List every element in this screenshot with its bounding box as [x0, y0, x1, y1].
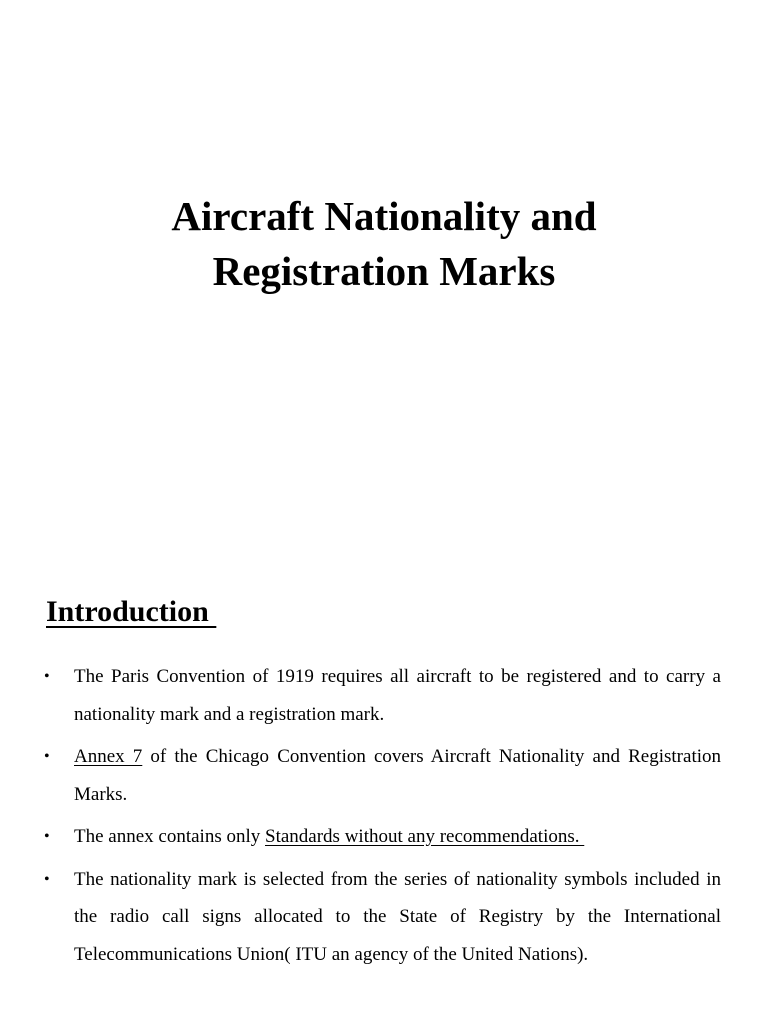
- document-title: [0, 189, 768, 299]
- bullet-text: of the Chicago Convention covers Aircraft Nationality and Registration Marks.: [74, 746, 721, 805]
- bullet-dot-icon: •: [44, 828, 50, 845]
- bullet-dot-icon: •: [44, 748, 50, 765]
- list-item: [0, 658, 721, 733]
- list-item: [0, 861, 721, 974]
- title-line-2: Registration Marks: [212, 248, 556, 294]
- list-item: [0, 738, 721, 813]
- list-item: [0, 818, 721, 856]
- bullet-dot-icon: •: [44, 870, 50, 888]
- bullet-text: The Paris Convention of 1919 requires all aircraft to be registered and to carry a nationality mark and a registration mark.: [74, 666, 721, 725]
- bullet-list: [0, 658, 768, 978]
- bullet-dot-icon: •: [44, 668, 50, 685]
- bullet-text: The nationality mark is selected from the series of nationality symbols included in the radio call signs allocated to the State of Registry by the International Telecommunications Union( ITU an agency of the United Nations).: [74, 868, 721, 965]
- title-line-1: Aircraft Nationality and: [171, 193, 597, 239]
- annex-link[interactable]: Annex 7: [74, 746, 143, 767]
- underlined-text: Standards without any recommendations.: [265, 826, 585, 847]
- section-heading: Introduction: [46, 595, 217, 628]
- bullet-text: The annex contains only: [74, 826, 266, 847]
